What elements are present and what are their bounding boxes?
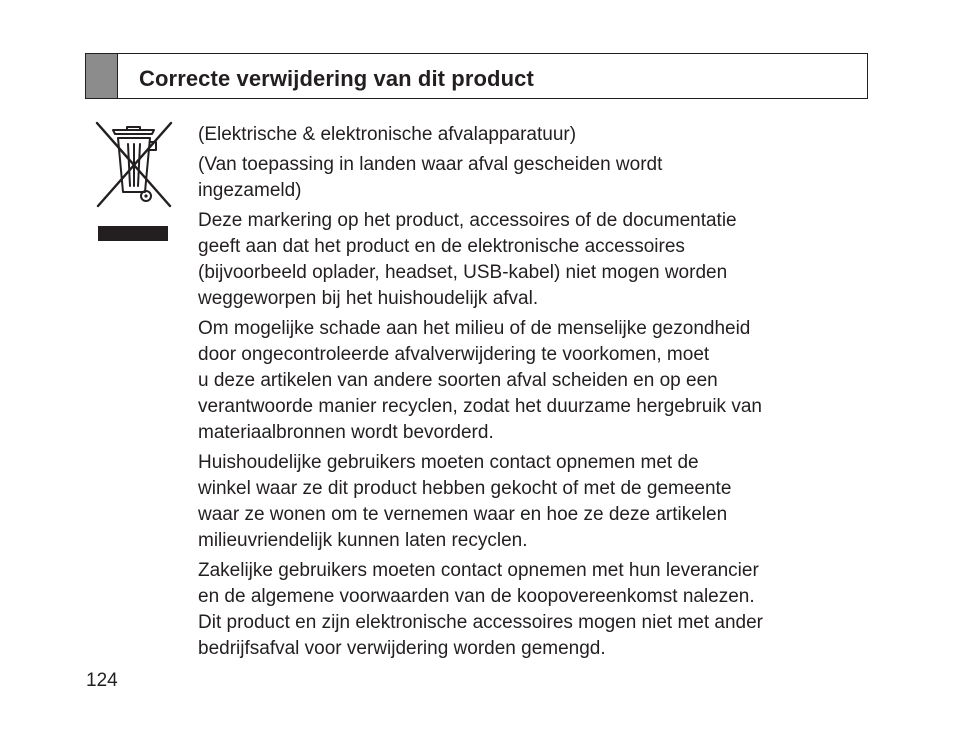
text-line: geeft aan dat het product en de elektronische accessoires bbox=[198, 236, 685, 257]
text-line: door ongecontroleerde afvalverwijdering te voorkomen, moet bbox=[198, 344, 710, 365]
heading-tab-marker bbox=[86, 54, 118, 98]
body-content bbox=[198, 122, 868, 666]
text-line: ingezameld) bbox=[198, 180, 302, 201]
paragraph-environment bbox=[198, 316, 868, 446]
text-line: Huishoudelijke gebruikers moeten contact opnemen met de bbox=[198, 452, 699, 473]
text-line: (Elektrische & elektronische afvalapparatuur) bbox=[198, 124, 577, 145]
paragraph-marking bbox=[198, 208, 868, 312]
text-line: Dit product en zijn elektronische accessoires mogen niet met ander bbox=[198, 612, 764, 633]
paragraph-category bbox=[198, 122, 868, 148]
text-line: (Van toepassing in landen waar afval gescheiden wordt bbox=[198, 154, 663, 175]
section-heading bbox=[85, 53, 868, 99]
text-line: materiaalbronnen wordt bevorderd. bbox=[198, 422, 494, 443]
text-line: weggeworpen bij het huishoudelijk afval. bbox=[198, 288, 539, 309]
text-line: Deze markering op het product, accessoires of de documentatie bbox=[198, 210, 737, 231]
text-line: winkel waar ze dit product hebben gekocht of met de gemeente bbox=[198, 478, 732, 499]
text-line: (bijvoorbeeld oplader, headset, USB-kabel) niet mogen worden bbox=[198, 262, 728, 283]
paragraph-applicability bbox=[198, 152, 868, 204]
page-number: 124 bbox=[86, 670, 118, 691]
weee-underline-bar bbox=[98, 226, 168, 241]
text-line: waar ze wonen om te vernemen waar en hoe ze deze artikelen bbox=[198, 504, 728, 525]
text-line: Zakelijke gebruikers moeten contact opnemen met hun leverancier bbox=[198, 560, 759, 581]
text-line: milieuvriendelijk kunnen laten recyclen. bbox=[198, 530, 528, 551]
text-line: en de algemene voorwaarden van de koopovereenkomst nalezen. bbox=[198, 586, 755, 607]
text-line: bedrijfsafval voor verwijdering worden gemengd. bbox=[198, 638, 606, 659]
text-line: verantwoorde manier recyclen, zodat het duurzame hergebruik van bbox=[198, 396, 762, 417]
crossed-out-wheelie-bin-icon bbox=[94, 120, 174, 210]
paragraph-household-users bbox=[198, 450, 868, 554]
text-line: u deze artikelen van andere soorten afval scheiden en op een bbox=[198, 370, 718, 391]
paragraph-business-users bbox=[198, 558, 868, 662]
section-title: Correcte verwijdering van dit product bbox=[139, 66, 534, 91]
text-line: Om mogelijke schade aan het milieu of de menselijke gezondheid bbox=[198, 318, 751, 339]
